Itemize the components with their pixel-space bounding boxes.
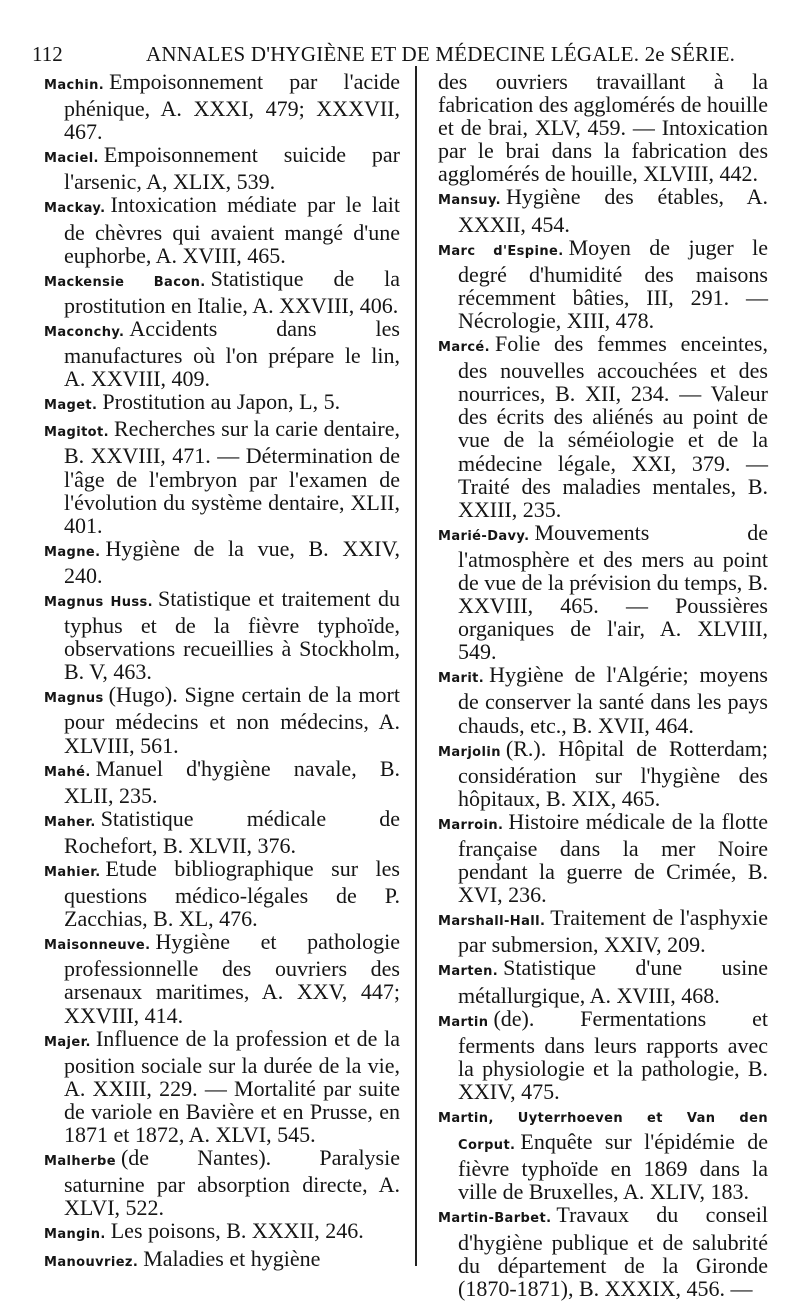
entry-text: Etude bibliographique sur les questions médico-légales de P. Zacchias, B. XL, 476. <box>64 856 400 932</box>
index-entry <box>44 757 400 807</box>
entry-text: Travaux du conseil d'hygiène publique et de salubrité du département de la Gironde (1870-1871), B. XXXIX, 456. — <box>458 1202 768 1301</box>
entry-author: Manouvriez. <box>44 1254 139 1270</box>
entry-author: Magnus Huss. <box>44 594 153 610</box>
entry-author: Maisonneuve. <box>44 938 151 954</box>
index-entry <box>44 193 400 266</box>
index-entry <box>44 317 400 390</box>
entry-author: Marié-Davy. <box>438 528 530 544</box>
entry-author: Mahé. <box>44 764 91 780</box>
index-entry <box>438 521 768 664</box>
entry-text: Folie des femmes enceintes, des nouvelles accouchées et des nourrices, B. XII, 234. — Valeur des écrits des aliénés au point de vue de la séméiologie et de la médecine légale, XXI, 379. — Traité des maladies mentales, B. XXIII, 235. <box>458 331 768 522</box>
entry-text: Les poisons, B. XXXII, 246. <box>110 1218 364 1244</box>
entry-author: Majer. <box>44 1034 91 1050</box>
page-header <box>32 34 786 68</box>
index-entry <box>438 332 768 521</box>
entry-author: Malherbe <box>44 1154 116 1170</box>
entry-text: Empoisonnement suicide par l'arsenic, A, XLIX, 539. <box>64 142 400 195</box>
entry-text: Statistique médicale de Rochefort, B. XLVII, 376. <box>64 805 400 858</box>
index-entry <box>44 1247 400 1274</box>
entry-text: Maladies et hygiène <box>143 1245 321 1271</box>
index-entry <box>44 683 400 756</box>
index-entry <box>44 807 400 857</box>
index-entry <box>438 185 768 235</box>
index-entry <box>438 737 768 810</box>
entry-text: Hygiène de la vue, B. XXIV, 240. <box>64 535 400 588</box>
entry-author: Martin, Uyterrhoeven et Van den Corput. <box>438 1111 768 1154</box>
index-entry <box>438 1007 768 1103</box>
entry-author: Magnus <box>44 691 104 707</box>
index-entry <box>438 236 768 332</box>
running-title: ANNALES D'HYGIÈNE ET DE MÉDECINE LÉGALE. 2e SÉRIE. <box>146 42 736 66</box>
index-entry <box>438 70 768 185</box>
entry-author: Maconchy. <box>44 324 125 340</box>
entry-text: Statistique et traitement du typhus et de la fièvre typhoïde, observations recueillies à Stockholm, B. V, 463. <box>64 585 401 685</box>
entry-text: Statistique d'une usine métallurgique, A. XVIII, 468. <box>458 955 768 1008</box>
entry-text: Empoisonnement par l'acide phénique, A. XXXI, 479; XXXVII, 467. <box>64 69 400 145</box>
index-entry <box>438 1103 768 1203</box>
entry-text: Traitement de l'asphyxie par submersion, XXIV, 209. <box>458 905 768 958</box>
entry-text: (Hugo). Signe certain de la mort pour médecins et non médecins, A. XLVIII, 561. <box>64 682 400 758</box>
entry-text: Recherches sur la carie dentaire, B. XXVIII, 471. — Détermination de l'âge de l'embryon par l'examen de l'évolution du système dentaire, XLII, 401. <box>64 416 400 538</box>
index-entry <box>438 663 768 736</box>
entry-author: Marten. <box>438 964 499 980</box>
entry-author: Martin <box>438 1014 489 1030</box>
right-column <box>438 70 768 1300</box>
entry-text: Hygiène des étables, A. XXXII, 454. <box>458 184 768 237</box>
index-entry <box>438 810 768 906</box>
entry-text: Statistique de la prostitution en Italie, A. XXVIII, 406. <box>64 265 401 318</box>
index-entry <box>44 857 400 930</box>
index-entry <box>44 390 400 417</box>
index-entry <box>44 417 400 536</box>
entry-text: Hygiène de l'Algérie; moyens de conserver la santé dans les pays chauds, etc., B. XVII, 464. <box>458 662 768 738</box>
entry-text: Hygiène et pathologie professionnelle des ouvriers des arsenaux maritimes, A. XXV, 447; XXVIII, 414. <box>64 929 400 1028</box>
page-number: 112 <box>32 42 63 66</box>
entry-author: Maget. <box>44 398 98 414</box>
index-entry <box>44 1027 400 1146</box>
entry-author: Machin. <box>44 78 105 93</box>
entry-author: Mackay. <box>44 201 106 217</box>
entry-text: Prostitution au Japon, L, 5. <box>102 389 341 415</box>
entry-author: Mackensie Bacon. <box>44 274 206 290</box>
index-entry <box>44 1219 400 1246</box>
entry-text: Intoxication médiate par le lait de chèvres qui avaient mangé d'une euphorbe, A. XVIII, 465. <box>64 192 400 268</box>
column-divider <box>415 66 417 1266</box>
entry-author: Marcé. <box>438 340 490 356</box>
index-entry <box>44 143 400 193</box>
index-entry <box>44 1146 400 1219</box>
entry-author: Marjolin <box>438 744 501 760</box>
entry-author: Magne. <box>44 544 101 560</box>
index-entry <box>44 537 400 587</box>
entry-author: Mahier. <box>44 865 101 880</box>
index-entry <box>438 956 768 1006</box>
left-column <box>44 70 400 1274</box>
entry-text: (R.). Hôpital de Rotterdam; considération sur l'hygiène des hôpitaux, B. XIX, 465. <box>458 735 768 811</box>
entry-author: Marshall-Hall. <box>438 914 546 930</box>
entry-text: des ouvriers travaillant à la fabrication des agglomérés de houille et de brai, XLV, 459. — Intoxication par le brai dans la fabrication des agglomérés de houille, XLVIII, 442. <box>438 69 768 187</box>
entry-text: Accidents dans les manufactures où l'on prépare le lin, A. XXVIII, 409. <box>64 315 400 392</box>
entry-text: (de Nantes). Paralysie saturnine par absorption directe, A. XLVI, 522. <box>64 1145 400 1221</box>
entry-author: Marit. <box>438 671 485 687</box>
entry-author: Martin-Barbet. <box>438 1211 552 1227</box>
entry-text: (de). Fermentations et ferments dans leurs rapports avec la physiologie et la pathologie, B. XXIV, 475. <box>458 1005 768 1104</box>
entry-text: Histoire médicale de la flotte française dans la mer Noire pendant la guerre de Crimée, B. XVI, 236. <box>458 808 768 908</box>
entry-author: Mansuy. <box>438 193 501 209</box>
entry-author: Maciel. <box>44 151 99 167</box>
index-entry <box>44 70 400 143</box>
index-entry <box>44 587 400 683</box>
index-entry <box>44 930 400 1026</box>
entry-text: Mouvements de l'atmosphère et des mers au point de vue de la prévision du temps, B. XXVIII, 465. — Poussières organiques de l'air, A. XLVIII, 549. <box>458 519 768 665</box>
entry-author: Magitot. <box>44 425 109 441</box>
index-entry <box>44 267 400 317</box>
entry-text: Moyen de juger le degré d'humidité des maisons récemment bâties, III, 291. — Nécrologie, XIII, 478. <box>458 234 768 333</box>
index-entry <box>438 906 768 956</box>
entry-author: Maher. <box>44 814 96 830</box>
entry-text: Manuel d'hygiène navale, B. XLII, 235. <box>64 755 400 808</box>
entry-text: Influence de la profession et de la position sociale sur la durée de la vie, A. XXIII, 229. — Mortalité par suite de variole en Bavière et en Prusse, en 1871 et 1872, A. XLVI, 545. <box>64 1025 400 1148</box>
entry-author: Mangin. <box>44 1227 106 1243</box>
entry-text: Enquête sur l'épidémie de fièvre typhoïde en 1869 dans la ville de Bruxelles, A. XLIV, 183. <box>458 1129 768 1205</box>
entry-author: Marc d'Espine. <box>438 243 564 259</box>
entry-author: Marroin. <box>438 817 504 833</box>
index-entry <box>438 1203 768 1299</box>
